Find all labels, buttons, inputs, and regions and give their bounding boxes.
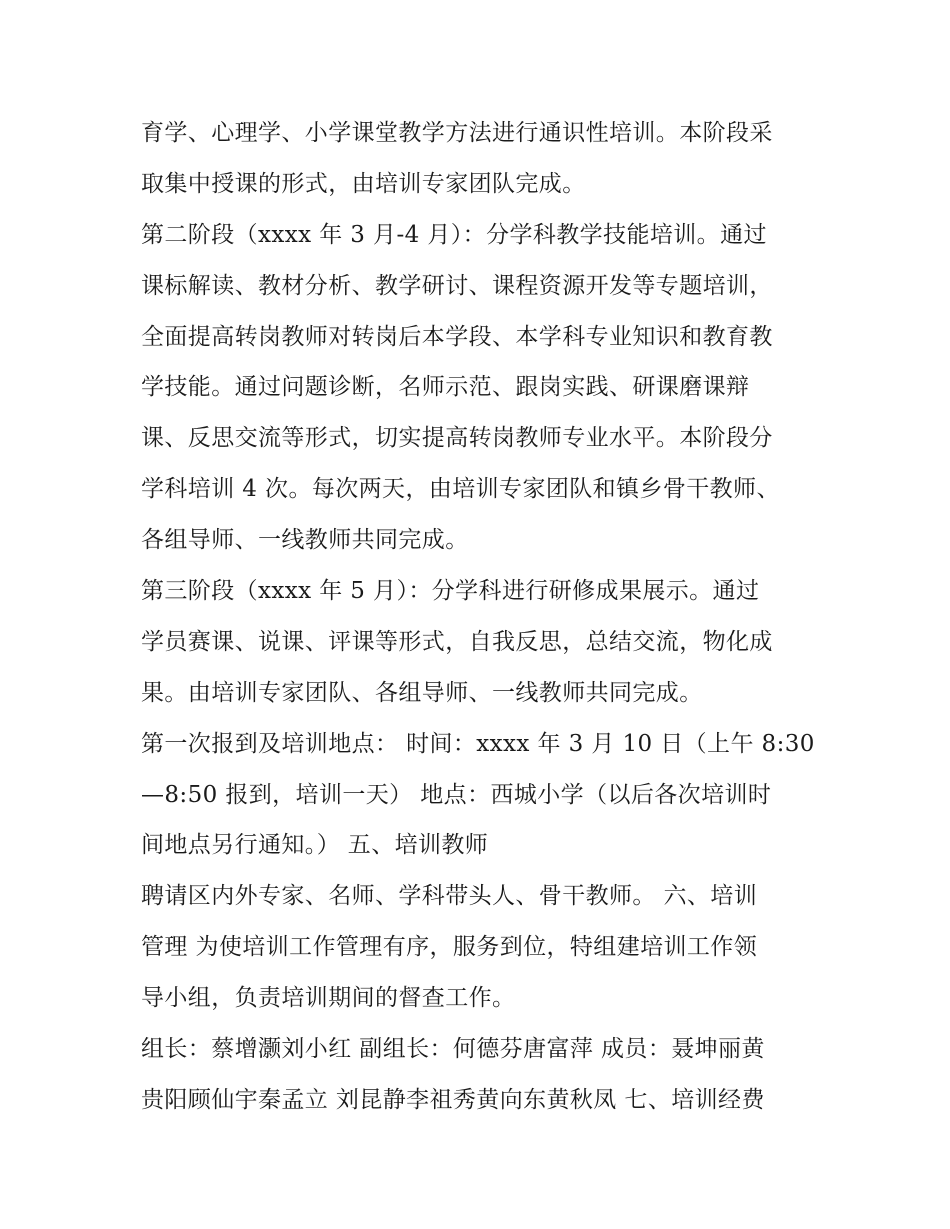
text-line: 第一次报到及培训地点： 时间：xxxx 年 3 月 10 日（上午 8:30 <box>141 730 815 757</box>
document-body <box>141 108 821 1126</box>
text-line: 聘请区内外专家、名师、学科带头人、骨干教师。 六、培训 <box>141 883 758 910</box>
text-line: 学技能。通过问题诊断，名师示范、跟岗实践、研课磨课辩 <box>141 374 750 401</box>
text-line: 导小组，负责培训期间的督查工作。 <box>141 985 516 1012</box>
paragraph-stage-two <box>141 210 821 566</box>
text-line: 第三阶段（xxxx 年 5 月）：分学科进行研修成果展示。通过 <box>141 578 760 605</box>
text-line: 贵阳顾仙宇秦孟立 刘昆静李祖秀黄向东黄秋凤 七、培训经费 <box>141 1086 765 1113</box>
paragraph-leadership-group <box>141 1024 821 1126</box>
text-line: 间地点另行通知。） 五、培训教师 <box>141 832 489 859</box>
text-line: 全面提高转岗教师对转岗后本学段、本学科专业知识和教育教 <box>141 323 773 350</box>
text-line: 取集中授课的形式，由培训专家团队完成。 <box>141 170 586 197</box>
text-line: 学科培训 4 次。每次两天，由培训专家团队和镇乡骨干教师、 <box>141 476 780 503</box>
paragraph-trainers-management <box>141 871 821 1024</box>
text-line: 学员赛课、说课、评课等形式，自我反思，总结交流，物化成 <box>141 628 773 655</box>
text-line: 课、反思交流等形式，切实提高转岗教师专业水平。本阶段分 <box>141 425 773 452</box>
paragraph-stage-three <box>141 566 821 719</box>
text-line: 果。由培训专家团队、各组导师、一线教师共同完成。 <box>141 679 703 706</box>
paragraph-stage-one-end <box>141 108 821 210</box>
paragraph-first-registration <box>141 719 821 872</box>
text-line: 管理 为使培训工作管理有序，服务到位，特组建培训工作领 <box>141 934 758 961</box>
text-line: —8:50 报到，培训一天） 地点：西城小学（以后各次培训时 <box>141 781 772 808</box>
text-line: 育学、心理学、小学课堂教学方法进行通识性培训。本阶段采 <box>141 120 773 146</box>
text-line: 组长：蔡增灏刘小红 副组长：何德芬唐富萍 成员：聂坤丽黄 <box>141 1036 765 1063</box>
text-line: 各组导师、一线教师共同完成。 <box>141 527 469 554</box>
text-line: 课标解读、教材分析、教学研讨、课程资源开发等专题培训， <box>141 272 773 299</box>
text-line: 第二阶段（xxxx 年 3 月-4 月）：分学科教学技能培训。通过 <box>141 221 767 248</box>
